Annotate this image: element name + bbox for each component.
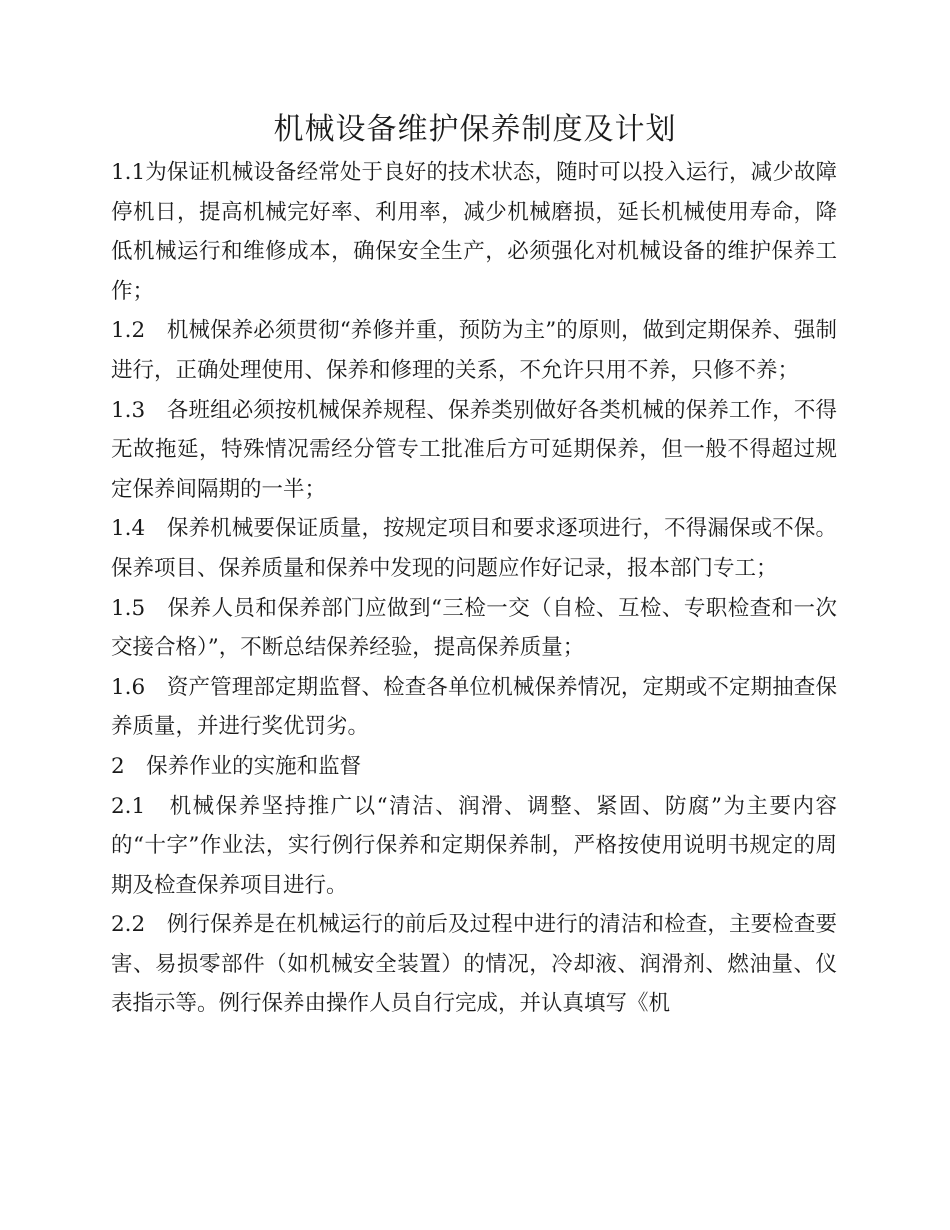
paragraph-1-4: 1.4 保养机械要保证质量，按规定项目和要求逐项进行，不得漏保或不保。保养项目、保养质量和保养中发现的问题应作好记录，报本部门专工；: [111, 516, 837, 581]
paragraph-2-1: 2.1 机械保养坚持推广以“清洁、润滑、调整、紧固、防腐”为主要内容的“十字”作业法，实行例行保养和定期保养制，严格按使用说明书规定的周期及检查保养项目进行。: [111, 793, 837, 898]
paragraph-1-1: 1.1为保证机械设备经常处于良好的技术状态，随时可以投入运行，减少故障停机日，提高机械完好率、利用率，减少机械磨损，延长机械使用寿命，降低机械运行和维修成本，确保安全生产，必须强化对机械设备的维护保养工作；: [111, 160, 837, 304]
paragraph-1-3: 1.3 各班组必须按机械保养规程、保养类别做好各类机械的保养工作，不得无故拖延，特殊情况需经分管专工批准后方可延期保养，但一般不得超过规定保养间隔期的一半；: [111, 397, 837, 502]
document-body: [111, 153, 837, 1024]
paragraph-1-5: 1.5 保养人员和保养部门应做到“三检一交（自检、互检、专职检查和一次交接合格）”，不断总结保养经验，提高保养质量；: [111, 595, 837, 661]
paragraph-1-2: 1.2 机械保养必须贯彻“养修并重，预防为主”的原则，做到定期保养、强制进行，正确处理使用、保养和修理的关系，不允许只用不养，只修不养；: [111, 318, 837, 383]
document-title: 机械设备维护保养制度及计划: [273, 112, 677, 147]
paragraph-1-6: 1.6 资产管理部定期监督、检查各单位机械保养情况，定期或不定期抽查保养质量，并进行奖优罚劣。: [111, 674, 837, 740]
paragraph-2-2: 2.2 例行保养是在机械运行的前后及过程中进行的清洁和检查，主要检查要害、易损零部件（如机械安全装置）的情况，冷却液、润滑剂、燃油量、仪表指示等。例行保养由操作人员自行完成，并认真填写《机: [111, 912, 837, 1017]
section-heading-2: 2 保养作业的实施和监督: [111, 753, 362, 779]
